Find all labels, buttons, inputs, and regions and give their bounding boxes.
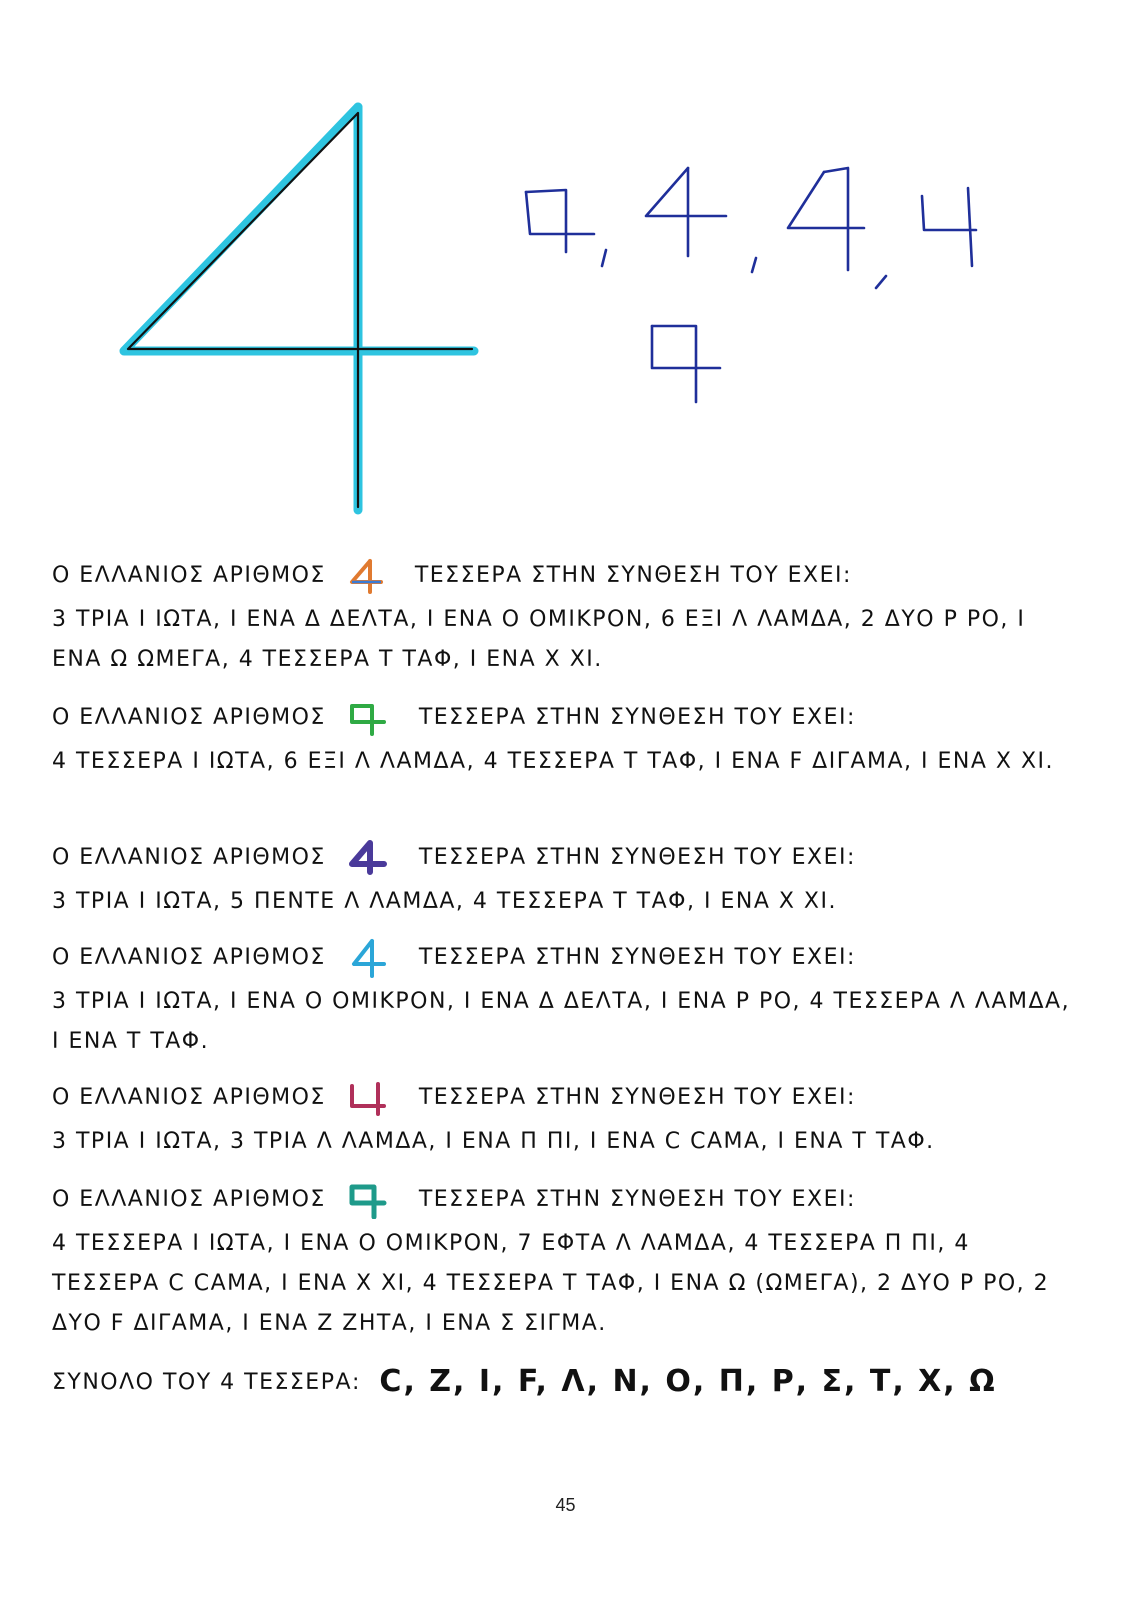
heading-suffix: ΤΕΣΣΕΡΑ ΣΤΗΝ ΣΥΝΘΕΣΗ ΤΟΥ ΕΧΕΙ: bbox=[418, 945, 856, 970]
entry-body: 4 ΤΕΣΣΕΡΑ Ι ΙΩΤΑ, 6 ΕΞΙ Λ ΛΑΜΔΑ, 4 ΤΕΣΣΕΡΑ Τ ΤΑΦ, Ι ΕΝΑ F ΔΙΓΑΜΑ, Ι ΕΝΑ Χ ΧΙ. bbox=[52, 749, 1055, 774]
colored-four-icon bbox=[348, 840, 388, 876]
handwritten-fours bbox=[520, 150, 1020, 420]
entry-3 bbox=[52, 838, 1082, 922]
entry-heading bbox=[52, 556, 1082, 596]
entry-heading bbox=[52, 1180, 1082, 1220]
entry-2 bbox=[52, 698, 1082, 782]
colored-four-icon bbox=[348, 558, 384, 594]
heading-suffix: ΤΕΣΣΕΡΑ ΣΤΗΝ ΣΥΝΘΕΣΗ ΤΟΥ ΕΧΕΙ: bbox=[414, 563, 852, 588]
entry-heading bbox=[52, 1078, 1082, 1118]
entry-1 bbox=[52, 556, 1082, 680]
entry-body: 3 ΤΡΙΑ Ι ΙΩΤΑ, 5 ΠΕΝΤΕ Λ ΛΑΜΔΑ, 4 ΤΕΣΣΕΡΑ Τ ΤΑΦ, Ι ΕΝΑ Χ ΧΙ. bbox=[52, 889, 837, 914]
heading-suffix: ΤΕΣΣΕΡΑ ΣΤΗΝ ΣΥΝΘΕΣΗ ΤΟΥ ΕΧΕΙ: bbox=[418, 845, 856, 870]
colored-four-icon bbox=[348, 938, 388, 978]
heading-prefix: Ο ΕΛΛΑΝΙΟΣ ΑΡΙΘΜΟΣ bbox=[52, 1187, 326, 1212]
entry-heading bbox=[52, 938, 1082, 978]
large-digit-four bbox=[110, 95, 490, 525]
heading-suffix: ΤΕΣΣΕΡΑ ΣΤΗΝ ΣΥΝΘΕΣΗ ΤΟΥ ΕΧΕΙ: bbox=[418, 1085, 856, 1110]
entry-body: 4 ΤΕΣΣΕΡΑ Ι ΙΩΤΑ, Ι ΕΝΑ Ο ΟΜΙΚΡΟΝ, 7 ΕΦΤΑ Λ ΛΑΜΔΑ, 4 ΤΕΣΣΕΡΑ Π ΠΙ, 4 ΤΕΣΣΕΡΑ Ϲ ϹΑΜΑ, Ι ΕΝΑ Χ ΧΙ, 4 ΤΕΣΣΕΡΑ Τ ΤΑΦ, Ι ΕΝΑ Ω (ΩΜΕΓΑ), 2 ΔΥΟ Ρ ΡΟ, 2 ΔΥΟ F ΔΙΓΑΜΑ, Ι ΕΝΑ Ζ ΖΗΤΑ, Ι ΕΝΑ Σ ΣΙΓΜΑ. bbox=[52, 1231, 1050, 1336]
heading-prefix: Ο ΕΛΛΑΝΙΟΣ ΑΡΙΘΜΟΣ bbox=[52, 945, 326, 970]
heading-prefix: Ο ΕΛΛΑΝΙΟΣ ΑΡΙΘΜΟΣ bbox=[52, 845, 326, 870]
entry-heading bbox=[52, 698, 1082, 738]
entry-body: 3 ΤΡΙΑ Ι ΙΩΤΑ, Ι ΕΝΑ Ο ΟΜΙΚΡΟΝ, Ι ΕΝΑ Δ ΔΕΛΤΑ, Ι ΕΝΑ Ρ ΡΟ, 4 ΤΕΣΣΕΡΑ Λ ΛΑΜΔΑ, Ι ΕΝΑ Τ ΤΑΦ. bbox=[52, 989, 1071, 1054]
entry-body: 3 ΤΡΙΑ Ι ΙΩΤΑ, 3 ΤΡΙΑ Λ ΛΑΜΔΑ, Ι ΕΝΑ Π ΠΙ, Ι ΕΝΑ Ϲ ϹΑΜΑ, Ι ΕΝΑ Τ ΤΑΦ. bbox=[52, 1129, 935, 1154]
summary bbox=[52, 1362, 1082, 1403]
heading-suffix: ΤΕΣΣΕΡΑ ΣΤΗΝ ΣΥΝΘΕΣΗ ΤΟΥ ΕΧΕΙ: bbox=[418, 705, 856, 730]
summary-letters: Ϲ, Ζ, Ι, F, Λ, Ν, Ο, Π, Ρ, Σ, Τ, Χ, Ω bbox=[379, 1364, 997, 1399]
entry-body: 3 ΤΡΙΑ Ι ΙΩΤΑ, Ι ΕΝΑ Δ ΔΕΛΤΑ, Ι ΕΝΑ Ο ΟΜΙΚΡΟΝ, 6 ΕΞΙ Λ ΛΑΜΔΑ, 2 ΔΥΟ Ρ ΡΟ, Ι ΕΝΑ Ω ΩΜΕΓΑ, 4 ΤΕΣΣΕΡΑ Τ ΤΑΦ, Ι ΕΝΑ Χ ΧΙ. bbox=[52, 607, 1026, 672]
heading-prefix: Ο ΕΛΛΑΝΙΟΣ ΑΡΙΘΜΟΣ bbox=[52, 563, 326, 588]
summary-label: ΣΥΝΟΛΟ ΤΟΥ 4 ΤΕΣΣΕΡΑ: bbox=[52, 1370, 361, 1395]
entry-6 bbox=[52, 1180, 1082, 1344]
colored-four-icon bbox=[348, 1181, 388, 1219]
heading-suffix: ΤΕΣΣΕΡΑ ΣΤΗΝ ΣΥΝΘΕΣΗ ΤΟΥ ΕΧΕΙ: bbox=[418, 1187, 856, 1212]
heading-prefix: Ο ΕΛΛΑΝΙΟΣ ΑΡΙΘΜΟΣ bbox=[52, 1085, 326, 1110]
entry-4 bbox=[52, 938, 1082, 1062]
entry-5 bbox=[52, 1078, 1082, 1162]
heading-prefix: Ο ΕΛΛΑΝΙΟΣ ΑΡΙΘΜΟΣ bbox=[52, 705, 326, 730]
summary-line bbox=[52, 1362, 1082, 1403]
page-number: 45 bbox=[555, 1495, 576, 1515]
colored-four-icon bbox=[348, 1080, 388, 1116]
entry-heading bbox=[52, 838, 1082, 878]
colored-four-icon bbox=[348, 700, 388, 736]
